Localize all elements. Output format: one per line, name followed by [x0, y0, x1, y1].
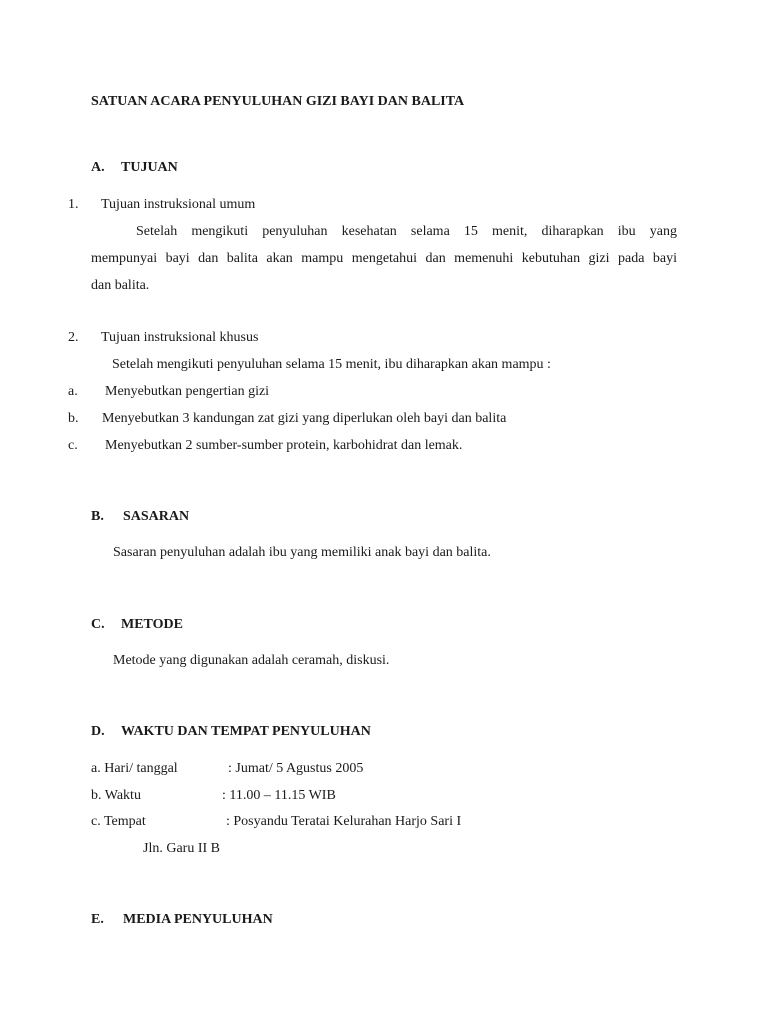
subitem-text: Menyebutkan 2 sumber-sumber protein, karbohidrat dan lemak.: [105, 438, 463, 453]
section-a-marker: A.: [91, 160, 105, 175]
item-1-paragraph-line: dan balita.: [91, 278, 150, 293]
section-c-heading: METODE: [121, 617, 183, 632]
schedule-value: : Posyandu Teratai Kelurahan Harjo Sari I: [226, 814, 462, 829]
item-1-label: Tujuan instruksional umum: [101, 197, 256, 212]
schedule-value: : Jumat/ 5 Agustus 2005: [228, 761, 364, 776]
subitem-marker: b.: [68, 411, 79, 426]
section-b-heading: SASARAN: [123, 509, 190, 524]
section-d-marker: D.: [91, 724, 105, 739]
section-c-marker: C.: [91, 617, 105, 632]
document-title: SATUAN ACARA PENYULUHAN GIZI BAYI DAN BALITA: [91, 94, 465, 109]
section-d-heading: WAKTU DAN TEMPAT PENYULUHAN: [121, 724, 371, 739]
schedule-label: b. Waktu: [91, 788, 141, 803]
item-2-intro: Setelah mengikuti penyuluhan selama 15 menit, ibu diharapkan akan mampu :: [112, 357, 551, 372]
subitem-text: Menyebutkan 3 kandungan zat gizi yang diperlukan oleh bayi dan balita: [102, 411, 507, 426]
item-2-number: 2.: [68, 330, 79, 345]
section-c-text: Metode yang digunakan adalah ceramah, diskusi.: [113, 653, 390, 668]
item-2-label: Tujuan instruksional khusus: [101, 330, 259, 345]
schedule-value: : 11.00 – 11.15 WIB: [222, 788, 336, 803]
item-1-paragraph-line: Setelah mengikuti penyuluhan kesehatan selama 15 menit, diharapkan ibu yang: [136, 224, 677, 239]
item-1-number: 1.: [68, 197, 79, 212]
section-b-marker: B.: [91, 509, 104, 524]
section-a-heading: TUJUAN: [121, 160, 178, 175]
subitem-marker: a.: [68, 384, 78, 399]
address-continuation: Jln. Garu II B: [143, 841, 220, 856]
item-1-paragraph-line: mempunyai bayi dan balita akan mampu mengetahui dan memenuhi kebutuhan gizi pada bayi: [91, 251, 677, 266]
schedule-label: a. Hari/ tanggal: [91, 761, 178, 776]
section-b-text: Sasaran penyuluhan adalah ibu yang memiliki anak bayi dan balita.: [113, 545, 491, 560]
section-e-marker: E.: [91, 912, 104, 927]
subitem-text: Menyebutkan pengertian gizi: [105, 384, 270, 399]
subitem-marker: c.: [68, 438, 78, 453]
schedule-label: c. Tempat: [91, 814, 146, 829]
section-e-heading: MEDIA PENYULUHAN: [123, 912, 273, 927]
